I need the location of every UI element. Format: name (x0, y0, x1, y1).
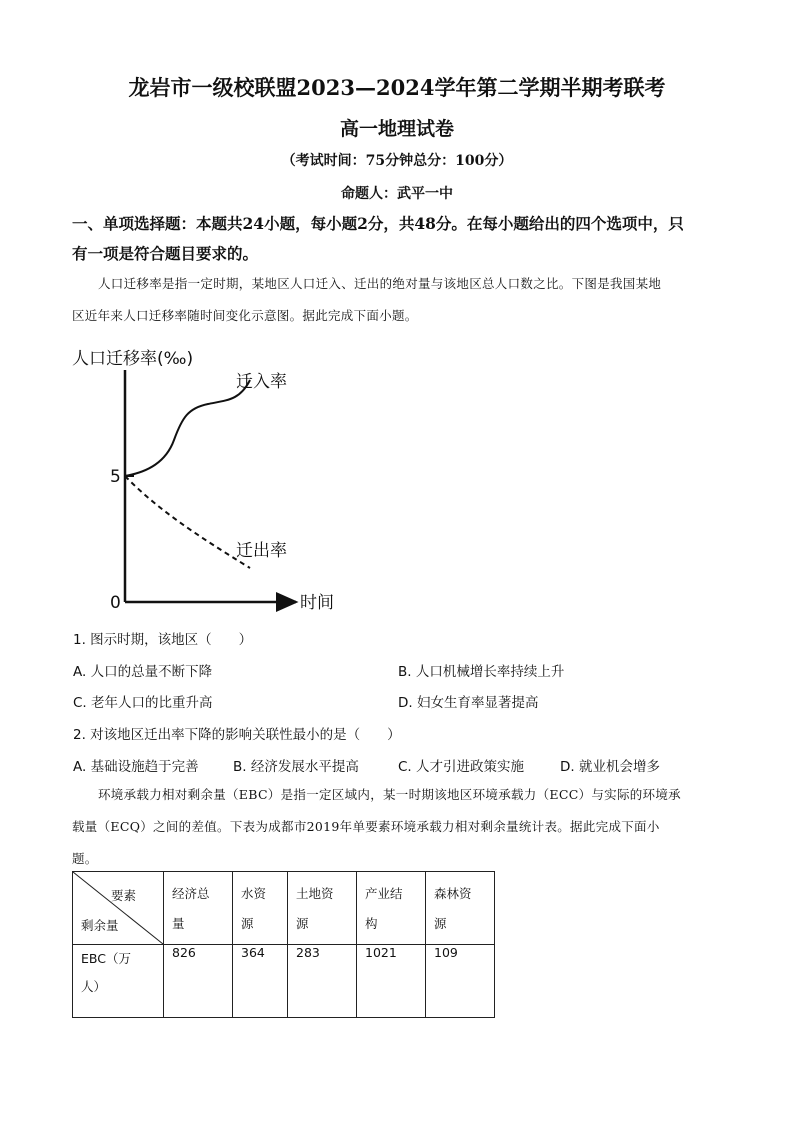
table-header-cell: 经济总 量 (164, 872, 233, 945)
emigration-rate-line (125, 476, 250, 568)
q2-stem: 2. 对该地区迁出率下降的影响关联性最小的是（ ） (73, 727, 401, 743)
x-axis-label: 时间 (300, 593, 334, 613)
table-row (73, 945, 495, 1018)
ebc-table (72, 871, 495, 1018)
q2-option-d[interactable]: D. 就业机会增多 (560, 759, 660, 775)
passage2-line2: 载量（ECQ）之间的差值。下表为成都市2019年单要素环境承载力相对剩余量统计表。据此完成下面小 (72, 819, 660, 834)
emigration-rate-label: 迁出率 (236, 541, 287, 561)
q2-option-b[interactable]: B. 经济发展水平提高 (233, 759, 359, 775)
table-header-cell: 土地资 源 (288, 872, 357, 945)
q1-option-b[interactable]: B. 人口机械增长率持续上升 (398, 664, 565, 680)
exam-title: 龙岩市一级校联盟2023—2024学年第二学期半期考联考 (128, 75, 666, 100)
passage1-line2: 区近年来人口迁移率随时间变化示意图。据此完成下面小题。 (72, 308, 418, 323)
table-corner-cell (73, 872, 164, 945)
corner-top-label: 要素 (111, 888, 137, 903)
immigration-rate-label: 迁入率 (236, 372, 287, 392)
table-header-row (73, 872, 495, 945)
q1-option-d[interactable]: D. 妇女生育率显著提高 (398, 695, 539, 711)
exam-subtitle: 高一地理试卷 (339, 118, 454, 140)
y-axis-label: 人口迁移率(‰) (72, 349, 194, 369)
q1-option-a[interactable]: A. 人口的总量不断下降 (73, 664, 213, 680)
y-tick-0: 0 (110, 593, 121, 613)
table-value-cell: 826 (164, 945, 233, 1018)
table-header-cell: 产业结 构 (357, 872, 426, 945)
migration-rate-chart (68, 340, 358, 620)
y-tick-5: 5 (110, 467, 121, 487)
row-label-cell: EBC（万 人） (73, 945, 164, 1018)
exam-info: （考试时间：75分钟总分：100分） (281, 153, 513, 169)
exam-author: 命题人：武平一中 (341, 186, 453, 202)
q1-option-c[interactable]: C. 老年人口的比重升高 (73, 695, 213, 711)
table-value-cell: 109 (426, 945, 495, 1018)
q2-option-c[interactable]: C. 人才引进政策实施 (398, 759, 525, 775)
table-value-cell: 1021 (357, 945, 426, 1018)
passage2-line3: 题。 (72, 851, 98, 866)
q1-stem: 1. 图示时期，该地区（ ） (73, 632, 253, 648)
passage2-line1: 环境承载力相对剩余量（EBC）是指一定区域内，某一时期该地区环境承载力（ECC）与实际的环境承 (98, 787, 681, 802)
table-value-cell: 364 (233, 945, 288, 1018)
q2-option-a[interactable]: A. 基础设施趋于完善 (73, 759, 199, 775)
section-heading-line2: 有一项是符合题目要求的。 (72, 244, 259, 263)
section-heading-line1: 一、单项选择题：本题共24小题，每小题2分，共48分。在每小题给出的四个选项中，只 (72, 214, 684, 233)
passage1-line1: 人口迁移率是指一定时期，某地区人口迁入、迁出的绝对量与该地区总人口数之比。下图是我国某地 (98, 276, 662, 291)
table-value-cell: 283 (288, 945, 357, 1018)
corner-bottom-label: 剩余量 (81, 918, 119, 933)
immigration-rate-line (125, 380, 250, 476)
table-header-cell: 水资 源 (233, 872, 288, 945)
table-header-cell: 森林资 源 (426, 872, 495, 945)
